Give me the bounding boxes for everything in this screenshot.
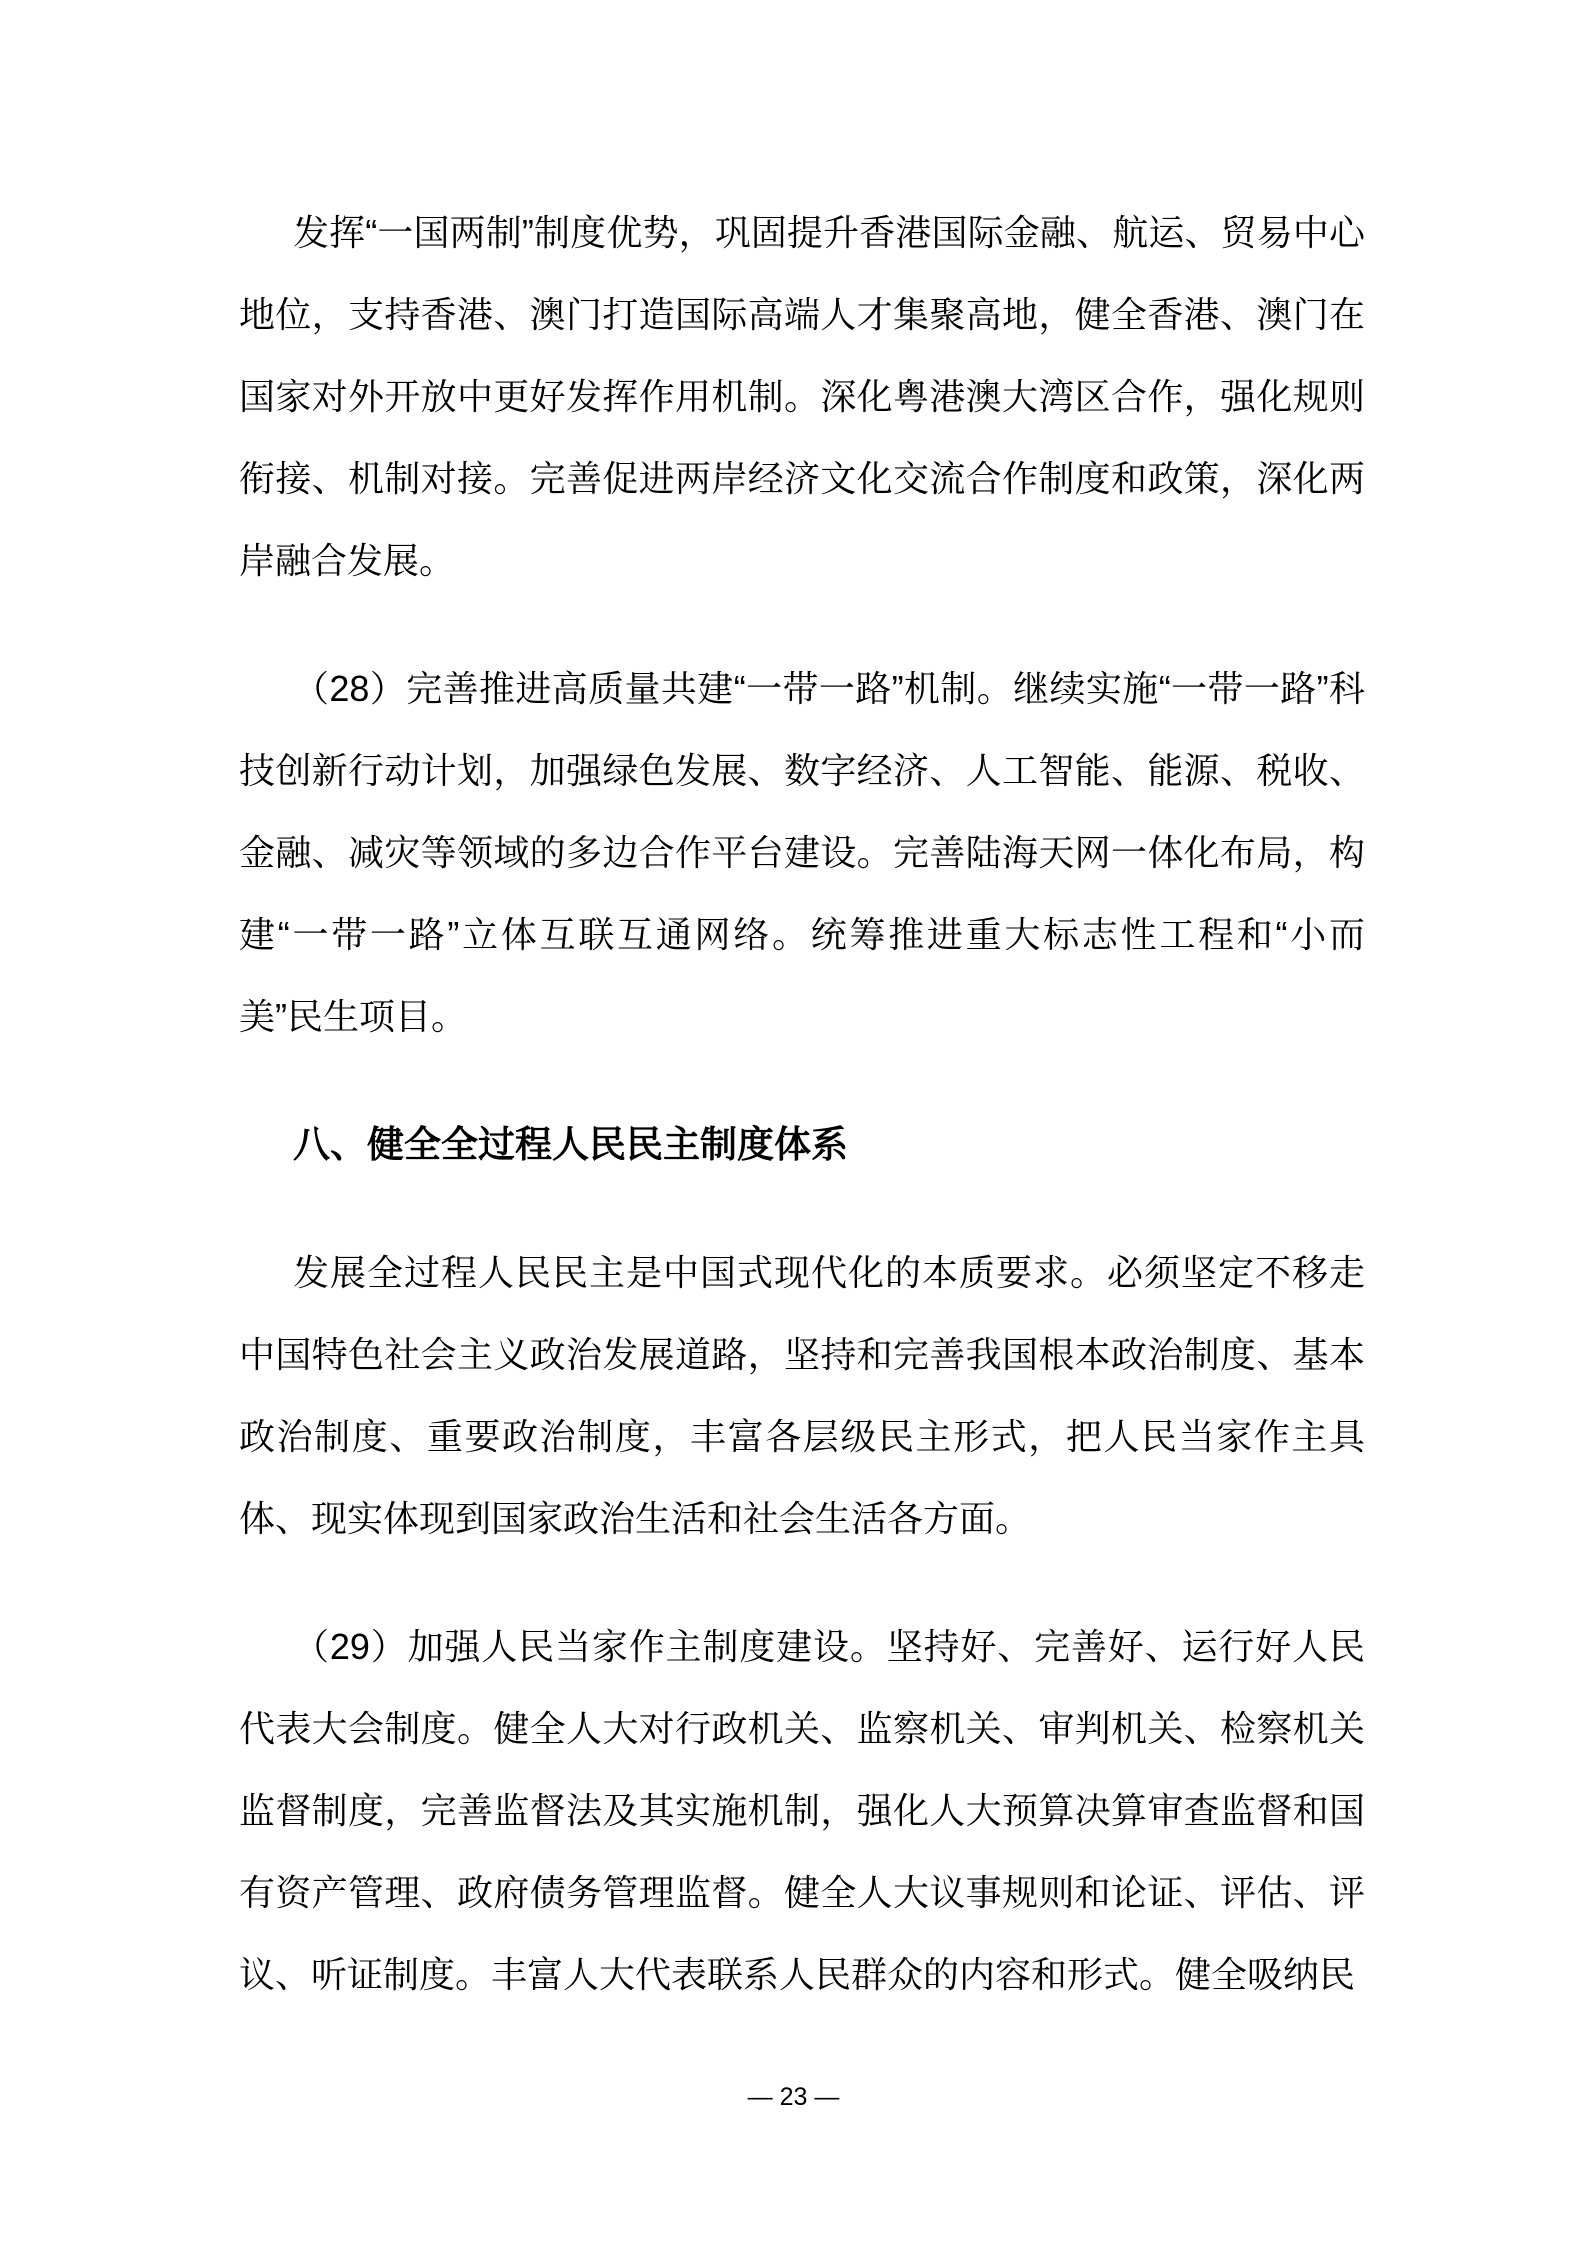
paragraph-item-28-belt-and-road: （28）完善推进高质量共建“一带一路”机制。继续实施“一带一路”科技创新行动计划，加强绿色发展、数字经济、人工智能、能源、税收、金融、减灾等领域的多边合作平台建设。完善陆海天网一体化布局，构建“一带一路”立体互联互通网络。统筹推进重大标志性工程和“小而美”民生项目。 [239,668,1365,1037]
paragraph-whole-process-democracy: 发展全过程人民民主是中国式现代化的本质要求。必须坚定不移走中国特色社会主义政治发展道路，坚持和完善我国根本政治制度、基本政治制度、重要政治制度，丰富各层级民主形式，把人民当家作主具体、现实体现到国家政治生活和社会生活各方面。 [239,1252,1365,1539]
section-heading-part-8: 八、健全全过程人民民主制度体系 [293,1124,848,1165]
paragraph-one-country-two-systems: 发挥“一国两制”制度优势，巩固提升香港国际金融、航运、贸易中心地位，支持香港、澳门打造国际高端人才集聚高地，健全香港、澳门在国家对外开放中更好发挥作用机制。深化粤港澳大湾区合作，强化规则衔接、机制对接。完善促进两岸经济文化交流合作制度和政策，深化两岸融合发展。 [239,212,1365,581]
paragraph-item-29-peoples-congress: （29）加强人民当家作主制度建设。坚持好、完善好、运行好人民代表大会制度。健全人大对行政机关、监察机关、审判机关、检察机关监督制度，完善监督法及其实施机制，强化人大预算决算审查监督和国有资产管理、政府债务管理监督。健全人大议事规则和论证、评估、评议、听证制度。丰富人大代表联系人民群众的内容和形式。健全吸纳民 [239,1626,1365,1995]
page-number: — 23 — [747,2083,840,2111]
